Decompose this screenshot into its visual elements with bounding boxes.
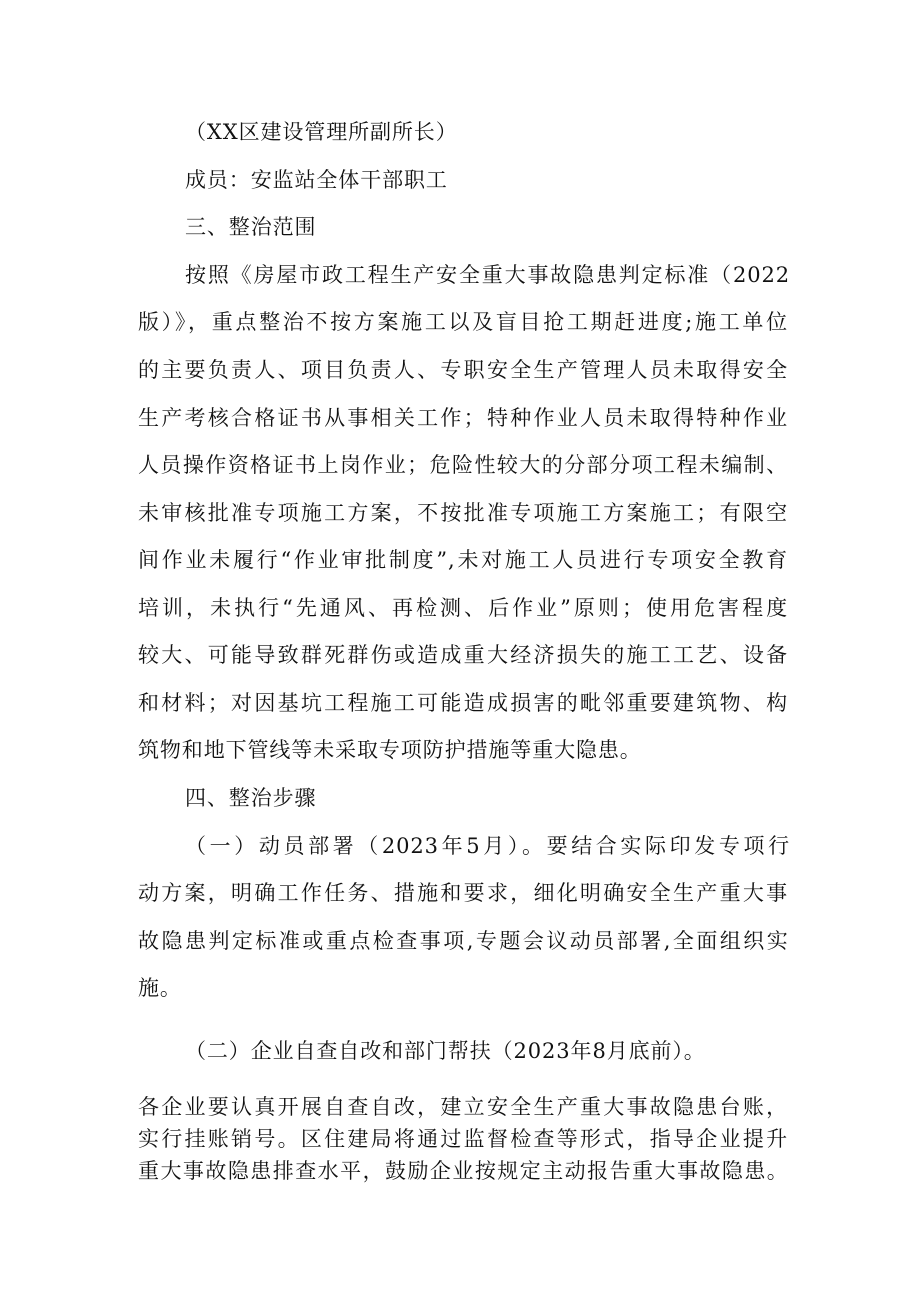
section-heading-scope: 三、整治范围 [185, 215, 317, 239]
paragraph-line: （一）动员部署（2023年5月）。要结合实际印发专项行 [185, 834, 790, 858]
step-two-heading: （二）企业自查自改和部门帮扶（2023年8月底前）。 [185, 1039, 706, 1063]
paragraph-line: 施。 [138, 976, 182, 1000]
paragraph-line: 培训，未执行“先通风、再检测、后作业”原则；使用危害程度 [138, 596, 788, 620]
members-line: 成员：安监站全体干部职工 [185, 168, 448, 192]
paragraph-line: 实行挂账销号。区住建局将通过监督检查等形式，指导企业提升 [138, 1127, 788, 1151]
paragraph-line: 筑物和地下管线等未采取专项防护措施等重大隐患。 [138, 738, 642, 762]
paragraph-line: 人员操作资格证书上岗作业；危险性较大的分部分项工程未编制、 [138, 453, 788, 477]
paragraph-line: 的主要负责人、项目负责人、专职安全生产管理人员未取得安全 [138, 358, 788, 382]
paragraph-line: 和材料；对因基坑工程施工可能造成损害的毗邻重要建筑物、构 [138, 691, 788, 715]
paragraph-line: 各企业要认真开展自查自改，建立安全生产重大事故隐患台账， [138, 1095, 788, 1119]
paragraph-line: 生产考核合格证书从事相关工作；特种作业人员未取得特种作业 [138, 406, 788, 430]
paragraph-line: 版）》，重点整治不按方案施工以及盲目抢工期赶进度;施工单位 [138, 310, 788, 334]
paragraph-line: 未审核批准专项施工方案，不按批准专项施工方案施工；有限空 [138, 501, 788, 525]
section-heading-steps: 四、整治步骤 [185, 786, 317, 810]
paragraph-line: 间作业未履行“作业审批制度”,未对施工人员进行专项安全教育 [138, 548, 788, 572]
paragraph-line: 故隐患判定标准或重点检查事项,专题会议动员部署,全面组织实 [138, 929, 788, 953]
paragraph-line: 较大、可能导致群死群伤或造成重大经济损失的施工工艺、设备 [138, 643, 788, 667]
paragraph-line: 动方案，明确工作任务、措施和要求，细化明确安全生产重大事 [138, 881, 788, 905]
paragraph-line: 按照《房屋市政工程生产安全重大事故隐患判定标准（2022 [185, 263, 790, 287]
deputy-title-line: （XX区建设管理所副所长） [185, 120, 458, 144]
paragraph-line: 重大事故隐患排查水平，鼓励企业按规定主动报告重大事故隐患。 [138, 1159, 788, 1183]
